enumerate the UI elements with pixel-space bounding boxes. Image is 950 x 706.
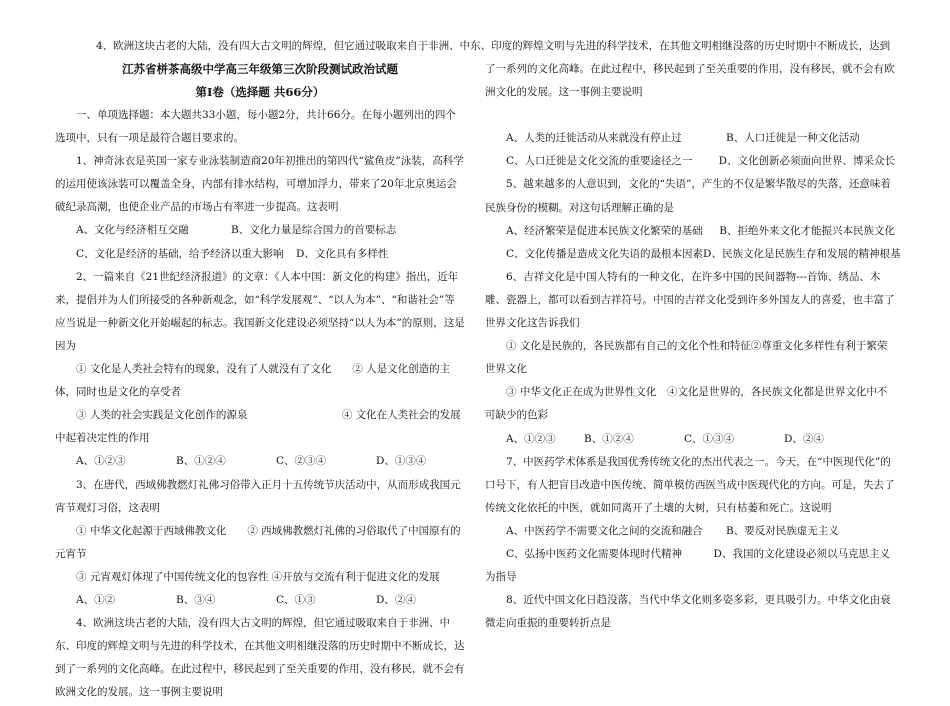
q1-options-ab xyxy=(55,219,465,242)
q6-stem: 6、吉祥文化是中国人特有的一种文化，在许多中国的民间器物---首饰、绣品、木雕、瓷器上，都可以看到吉祥符号。中国的吉祥文化受到许多外国友人的喜爱，也丰富了世界文化这告诉我们 xyxy=(485,270,895,330)
q5-options-cd xyxy=(485,243,901,266)
q2-statements-12: ① 文化是人类社会特有的现象，没有了人就没有了文化 ② 人是文化创造的主体，同时也是文化的享受者 xyxy=(55,363,451,399)
q4-option-a: A、人类的迁徙活动从来就没有停止过 xyxy=(506,132,682,145)
q6-option-a: A、①②③ xyxy=(506,432,556,445)
q3-stem: 3、在唐代，西域佛教燃灯礼佛习俗带入正月十五传统节庆活动中，从而形成我国元宵节观灯习俗，这表明 xyxy=(55,478,461,514)
q6-option-c: C、①③④ xyxy=(684,432,735,445)
q7-stem: 7、中医药学术体系是我国优秀传统文化的杰出代表之一。今天，在“中医现代化”的口号下，有人把盲目改造中医传统、简单模仿西医当成中医现代化的方向。可是，失去了传统文化依托的中医，就如同离开了土壤的大树，只有枯萎和死亡。这说明 xyxy=(485,455,895,514)
q5-stem: 5、越来越多的人意识到，文化的“失语”，产生的不仅是繁华散尽的失落，还意味着民族身份的模糊。对这句话理解正确的是 xyxy=(485,178,891,214)
q6-statements-34: ③ 中华文化正在成为世界性文化 ④文化是世界的，各民族文化都是世界文化中不可缺少的色彩 xyxy=(485,386,888,422)
q5-option-c: C、文化传播是造成文化失语的最根本因素 xyxy=(506,247,704,260)
q1-option-d: D、文化具有多样性 xyxy=(296,247,389,260)
q5-option-d: D、民族文化是民族生存和发展的精神根基 xyxy=(703,247,901,260)
q3-statements-34: ③ 元宵观灯体现了中国传统文化的包容性 ④开放与交流有利于促进文化的发展 xyxy=(76,570,440,583)
q4-option-d: D、文化创新必须面向世界、博采众长 xyxy=(718,155,895,168)
q4-option-b: B、人口迁徙是一种文化活动 xyxy=(726,132,860,145)
q7-options-ab xyxy=(485,520,895,543)
section-title: 第Ⅰ卷（选择题 共66分） xyxy=(195,85,325,99)
q2-option-c: C、②③④ xyxy=(276,455,327,468)
q4-option-c: C、人口迁徙是文化交流的重要途径之一 xyxy=(506,155,693,168)
instructions: 一、单项选择题：本大题共33小题，每小题2分，共计66分。在每小题列出的四个选项中，只有一项是最符合题目要求的。 xyxy=(55,109,456,145)
q7-option-d: D、我国的文化建设必须以马克思主义为指导 xyxy=(485,547,890,584)
q6-option-b: B、①②④ xyxy=(584,432,634,445)
q3-option-a: A、①② xyxy=(76,593,116,606)
q1-option-b: B、文化力量是综合国力的首要标志 xyxy=(231,224,397,237)
q3-option-d: D、②④ xyxy=(376,593,416,606)
q4-options-cd xyxy=(485,150,895,173)
q2-option-a: A、①②③ xyxy=(76,455,126,468)
q3-statements-12: ① 中华文化起源于西域佛教文化 ② 西域佛教燃灯礼佛的习俗取代了中国原有的元宵节 xyxy=(55,524,461,560)
q3-options xyxy=(55,589,465,612)
q7-options-cd xyxy=(485,543,895,589)
q7-option-a: A、中医药学不需要文化之间的交流和融合 xyxy=(506,524,703,537)
q2-stem: 2、一篇来自《21世纪经济报道》的文章：《人本中国：新文化的构建》指出，近年来，提倡并为人们所接受的各种新观念，如“科学发展观”、“以人为本”、“和谐社会”等应当说是一种新文化开始崛起的标志。我国新文化建设必须坚持“以人为本”的原则，这是因为 xyxy=(55,270,465,352)
q1-options-cd xyxy=(55,243,465,266)
q6-option-d: D、②④ xyxy=(784,432,824,445)
q5-options-ab xyxy=(485,220,895,243)
q7-option-b: B、要反对民族虚无主义 xyxy=(726,524,839,537)
exam-title: 江苏省栟茶高级中学高三年级第三次阶段测试政治试题 xyxy=(122,62,398,76)
q2-option-b: B、①②④ xyxy=(176,455,226,468)
q4-options-ab xyxy=(485,127,895,150)
q4-stem: 4、欧洲这块古老的大陆，没有四大古文明的辉煌，但它通过吸取来自于非洲、中东、印度的辉煌文明与先进的科学技术，在其他文明相继没落的历史时期中不断成长，达到了一系列的文化高峰。在此过程中，移民起到了至关重要的作用，没有移民，就不会有欧洲文化的发展。这一事例主要说明 xyxy=(55,617,465,699)
q5-option-a: A、经济繁荣是促进本民族文化繁荣的基础 xyxy=(506,224,703,237)
q2-options xyxy=(55,450,465,473)
q4-stem-overflow: 4、欧洲这块古老的大陆，没有四大古文明的辉煌，但它通过吸取来自于非洲、中东、印度的辉煌文明与先进的科学技术，在其他文明相继没落的历史时期中不断成长，达到了一系列的文化高峰。在此过程中，移民起到了至关重要的作用，没有移民，就不会有欧洲文化的发展。这一事例主要说明 xyxy=(96,39,895,99)
q2-statements-34: ③ 人类的社会实践是文化创作的源泉 ④ 文化在人类社会的发展中起着决定性的作用 xyxy=(55,409,461,445)
q8-stem: 8、近代中国文化日趋没落，当代中华文化则多姿多彩，更具吸引力。中华文化由衰微走向重振的重要转折点是 xyxy=(485,594,891,630)
q1-option-c: C、文化是经济的基础，给予经济以重大影响 xyxy=(76,247,284,260)
q3-option-c: C、①③ xyxy=(276,593,316,606)
q6-options xyxy=(485,428,895,451)
q7-option-c: C、弘扬中医药文化需要体现时代精神 xyxy=(506,547,683,560)
q2-option-d: D、①③④ xyxy=(376,455,427,468)
q3-option-b: B、③④ xyxy=(176,593,216,606)
left-column xyxy=(55,58,465,699)
q1-stem: 1、神奇泳衣是英国一家专业泳装制造商20年初推出的第四代“鲨鱼皮”泳装，高科学的运用使该泳装可以覆盖全身，内部有排水结构，可增加浮力，带来了20年北京奥运会破纪录高潮，也使企业产品的市场占有率进一步提高。这表明 xyxy=(55,155,464,214)
q5-option-b: B、拒绝外来文化才能振兴本民族文化 xyxy=(719,224,895,237)
q6-statements-12: ① 文化是民族的，各民族都有自己的文化个性和特征②尊重文化多样性有利于繁荣世界文化 xyxy=(485,340,888,376)
q1-option-a: A、文化与经济相互交融 xyxy=(76,224,189,237)
